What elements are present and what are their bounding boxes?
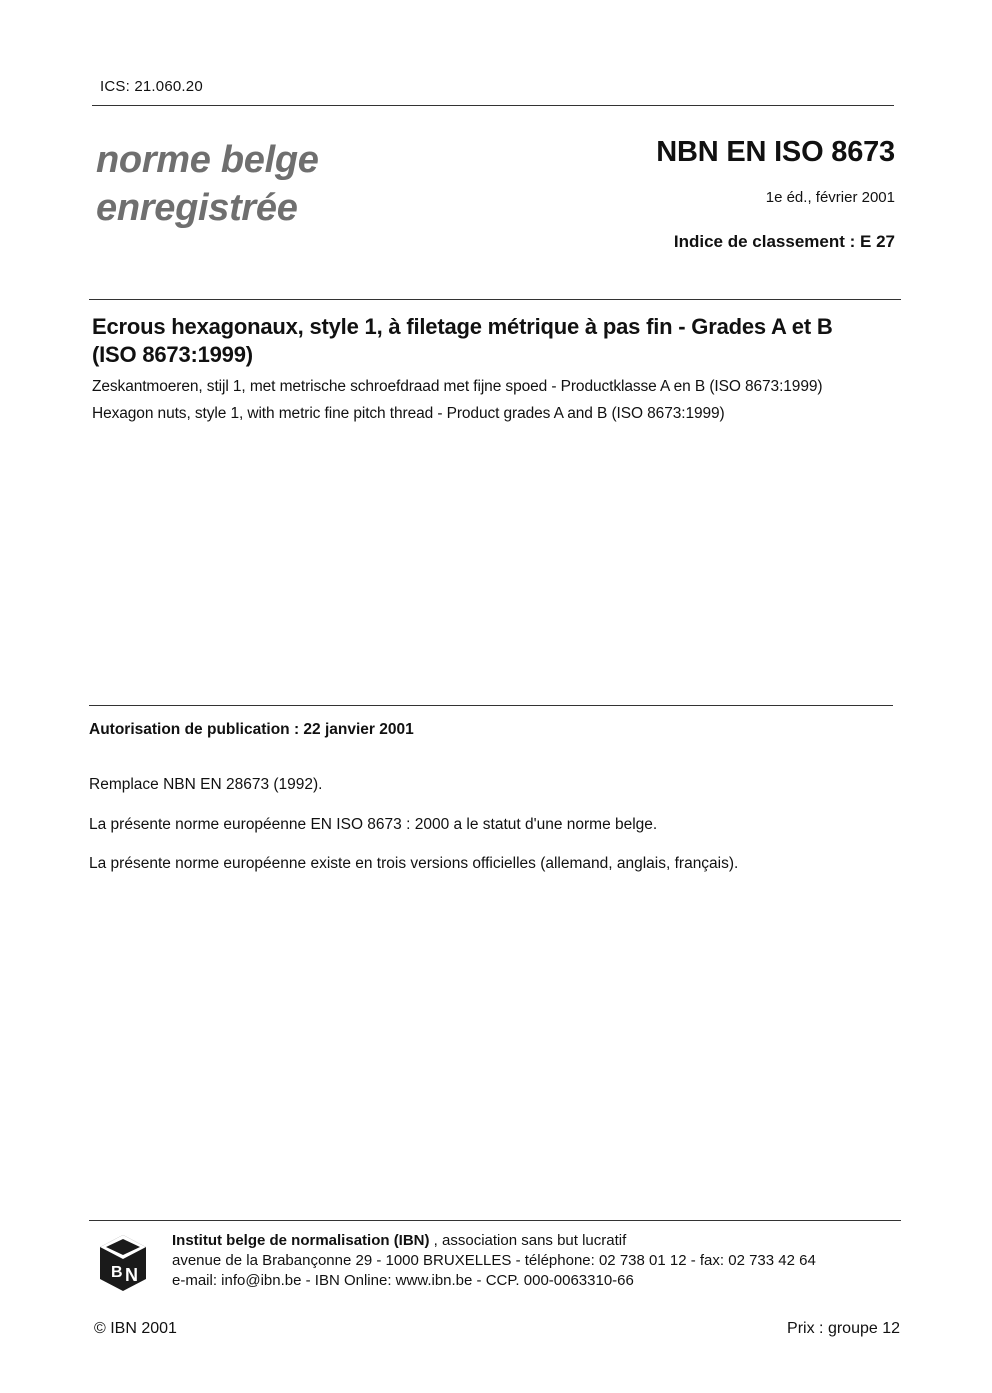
institute-info — [172, 1231, 816, 1291]
classification-index: Indice de classement : E 27 — [673, 232, 895, 251]
edition-date: 1e éd., février 2001 — [765, 189, 895, 206]
ibn-logo — [96, 1233, 150, 1293]
header-rule — [92, 105, 894, 106]
footer-rule — [89, 1220, 901, 1221]
ibn-logo-icon — [96, 1233, 150, 1293]
replaces-text: Remplace NBN EN 28673 (1992). — [89, 776, 323, 793]
french-title-line-1: Ecrous hexagonaux, style 1, à filetage métrique à pas fin - Grades A et B — [92, 314, 833, 339]
status-text: La présente norme européenne EN ISO 8673 : 2000 a le statut d'une norme belge. — [89, 816, 658, 833]
standard-number: NBN EN ISO 8673 — [656, 136, 895, 168]
institute-address: avenue de la Brabançonne 29 - 1000 BRUXELLES - téléphone: 02 738 01 12 - fax: 02 733 42 64 — [172, 1252, 816, 1269]
dutch-title: Zeskantmoeren, stijl 1, met metrische schroefdraad met fijne spoed - Productklasse A en B (ISO 8673:1999) — [92, 378, 823, 395]
publication-authorization: Autorisation de publication : 22 janvier 2001 — [89, 721, 414, 738]
french-title-line-2: (ISO 8673:1999) — [92, 342, 253, 367]
logo-letter-n: N — [125, 1265, 138, 1285]
norm-type-line-1: norme belge — [96, 139, 319, 181]
institute-status: , association sans but lucratif — [429, 1232, 627, 1249]
french-title — [92, 313, 912, 369]
institute-name: Institut belge de normalisation (IBN) — [172, 1232, 430, 1249]
versions-text: La présente norme européenne existe en trois versions officielles (allemand, anglais, français). — [89, 855, 739, 872]
copyright: © IBN 2001 — [94, 1320, 177, 1337]
norm-type-line-2: enregistrée — [96, 187, 298, 229]
institute-contact: e-mail: info@ibn.be - IBN Online: www.ibn.be - CCP. 000-0063310-66 — [172, 1272, 634, 1289]
english-title: Hexagon nuts, style 1, with metric fine pitch thread - Product grades A and B (ISO 8673:1999) — [92, 405, 725, 422]
body-rule — [89, 705, 893, 706]
logo-letter-b: B — [111, 1264, 123, 1281]
ics-code: ICS: 21.060.20 — [100, 78, 203, 95]
norm-type-heading — [96, 136, 319, 232]
title-rule — [89, 299, 901, 300]
institute-name-line — [172, 1231, 816, 1251]
price-group: Prix : groupe 12 — [787, 1320, 900, 1337]
